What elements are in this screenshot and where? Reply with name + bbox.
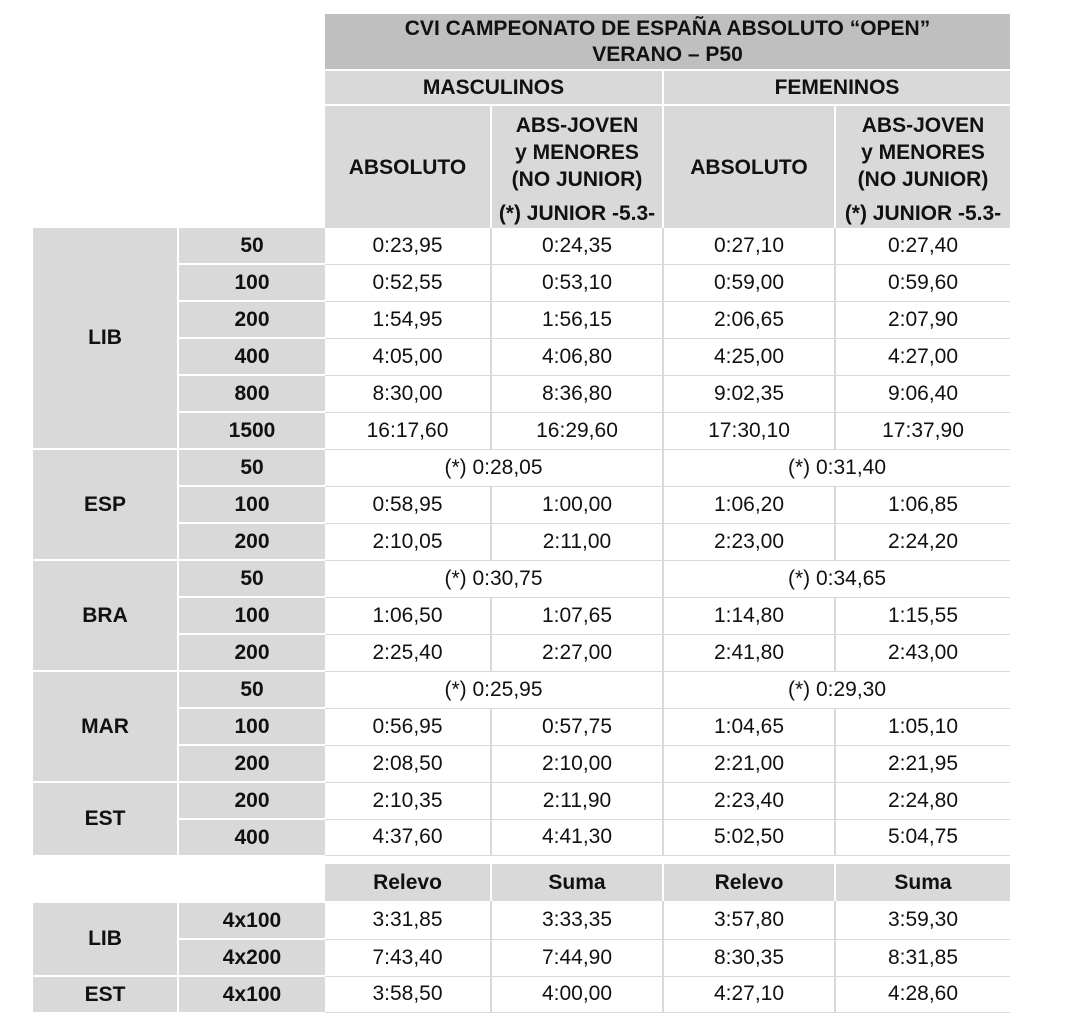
time-cell: 0:57,75 [491, 708, 663, 745]
relay-time-cell: 4:28,60 [835, 976, 1010, 1012]
time-cell: 2:21,00 [663, 745, 835, 782]
time-cell: 4:41,30 [491, 819, 663, 855]
f-joven-line-2: y MENORES [861, 140, 985, 164]
distance-cell: 800 [178, 375, 325, 412]
m-joven-line-1: ABS-JOVEN [515, 113, 639, 137]
header-femeninos: FEMENINOS [663, 70, 1010, 105]
time-cell: 2:21,95 [835, 745, 1010, 782]
time-cell: 0:59,00 [663, 264, 835, 301]
time-cell: 2:24,80 [835, 782, 1010, 819]
header-m-joven [491, 105, 663, 198]
qualifying-times-table [33, 14, 1010, 856]
time-cell: 1:06,20 [663, 486, 835, 523]
m-junior-note: (*) JUNIOR -5.3- [491, 198, 663, 228]
time-cell: 2:10,05 [325, 523, 491, 560]
header-f-absoluto: ABSOLUTO [663, 105, 835, 228]
time-cell: 4:05,00 [325, 338, 491, 375]
time-cell: 2:11,90 [491, 782, 663, 819]
relay-time-cell: 8:30,35 [663, 939, 835, 976]
time-cell: 0:53,10 [491, 264, 663, 301]
time-cell: 1:15,55 [835, 597, 1010, 634]
time-cell: 2:06,65 [663, 301, 835, 338]
time-cell: 5:02,50 [663, 819, 835, 855]
time-cell: 0:58,95 [325, 486, 491, 523]
distance-cell: 50 [178, 449, 325, 486]
time-cell: 1:54,95 [325, 301, 491, 338]
time-cell: 0:23,95 [325, 228, 491, 264]
time-cell: 8:36,80 [491, 375, 663, 412]
distance-cell: 50 [178, 560, 325, 597]
header-f-relevo: Relevo [663, 864, 835, 901]
time-cell: 2:25,40 [325, 634, 491, 671]
distance-cell: 200 [178, 745, 325, 782]
time-cell: 0:59,60 [835, 264, 1010, 301]
relay-distance-cell: 4x100 [178, 976, 325, 1012]
relay-style-est: EST [33, 976, 178, 1012]
style-esp: ESP [33, 449, 178, 560]
header-f-suma: Suma [835, 864, 1010, 901]
header-m-relevo: Relevo [325, 864, 491, 901]
style-lib: LIB [33, 228, 178, 449]
time-cell: 4:25,00 [663, 338, 835, 375]
relay-distance-cell: 4x100 [178, 901, 325, 939]
time-cell: 2:23,40 [663, 782, 835, 819]
time-cell: 2:41,80 [663, 634, 835, 671]
time-cell: 1:04,65 [663, 708, 835, 745]
time-cell: 2:43,00 [835, 634, 1010, 671]
time-cell: 4:27,00 [835, 338, 1010, 375]
f-joven-line-1: ABS-JOVEN [861, 113, 985, 137]
time-cell: 2:23,00 [663, 523, 835, 560]
distance-cell: 100 [178, 486, 325, 523]
time-cell: 2:24,20 [835, 523, 1010, 560]
time-cell: 0:52,55 [325, 264, 491, 301]
distance-cell: 100 [178, 264, 325, 301]
time-cell: 0:27,40 [835, 228, 1010, 264]
time-cell: 1:06,85 [835, 486, 1010, 523]
time-cell-merged: (*) 0:34,65 [663, 560, 1010, 597]
time-cell: 16:17,60 [325, 412, 491, 449]
time-cell-merged: (*) 0:28,05 [325, 449, 663, 486]
header-f-joven [835, 105, 1010, 198]
relay-time-cell: 4:00,00 [491, 976, 663, 1012]
relay-time-cell: 3:57,80 [663, 901, 835, 939]
time-cell: 17:30,10 [663, 412, 835, 449]
relay-time-cell: 3:31,85 [325, 901, 491, 939]
time-cell: 1:00,00 [491, 486, 663, 523]
title-line-2: VERANO – P50 [592, 42, 743, 66]
time-cell: 0:56,95 [325, 708, 491, 745]
time-cell: 1:07,65 [491, 597, 663, 634]
distance-cell: 200 [178, 782, 325, 819]
time-cell: 17:37,90 [835, 412, 1010, 449]
time-cell: 2:11,00 [491, 523, 663, 560]
time-cell: 0:24,35 [491, 228, 663, 264]
relay-time-cell: 3:58,50 [325, 976, 491, 1012]
relay-time-cell: 7:43,40 [325, 939, 491, 976]
style-mar: MAR [33, 671, 178, 782]
time-cell: 0:27,10 [663, 228, 835, 264]
relay-time-cell: 8:31,85 [835, 939, 1010, 976]
distance-cell: 50 [178, 671, 325, 708]
header-masculinos: MASCULINOS [325, 70, 663, 105]
time-cell: 2:27,00 [491, 634, 663, 671]
relay-distance-cell: 4x200 [178, 939, 325, 976]
time-cell: 1:06,50 [325, 597, 491, 634]
time-cell-merged: (*) 0:30,75 [325, 560, 663, 597]
time-cell: 5:04,75 [835, 819, 1010, 855]
relay-style-lib: LIB [33, 901, 178, 976]
time-cell: 1:56,15 [491, 301, 663, 338]
distance-cell: 100 [178, 708, 325, 745]
time-cell-merged: (*) 0:29,30 [663, 671, 1010, 708]
f-junior-note: (*) JUNIOR -5.3- [835, 198, 1010, 228]
time-cell: 4:06,80 [491, 338, 663, 375]
style-bra: BRA [33, 560, 178, 671]
time-cell: 9:02,35 [663, 375, 835, 412]
distance-cell: 1500 [178, 412, 325, 449]
time-cell: 2:07,90 [835, 301, 1010, 338]
distance-cell: 50 [178, 228, 325, 264]
m-joven-line-3: (NO JUNIOR) [511, 167, 643, 191]
time-cell: 2:10,35 [325, 782, 491, 819]
relay-times-table [33, 864, 1010, 1013]
relay-time-cell: 3:33,35 [491, 901, 663, 939]
distance-cell: 100 [178, 597, 325, 634]
time-cell-merged: (*) 0:31,40 [663, 449, 1010, 486]
distance-cell: 200 [178, 301, 325, 338]
relay-corner-blank [33, 864, 325, 901]
m-joven-line-2: y MENORES [515, 140, 639, 164]
f-joven-line-3: (NO JUNIOR) [857, 167, 989, 191]
relay-time-cell: 7:44,90 [491, 939, 663, 976]
championship-title [325, 14, 1010, 70]
distance-cell: 400 [178, 338, 325, 375]
header-m-absoluto: ABSOLUTO [325, 105, 491, 228]
distance-cell: 200 [178, 634, 325, 671]
title-line-1: CVI CAMPEONATO DE ESPAÑA ABSOLUTO “OPEN” [404, 16, 931, 40]
time-cell: 1:14,80 [663, 597, 835, 634]
distance-cell: 400 [178, 819, 325, 855]
header-m-suma: Suma [491, 864, 663, 901]
time-cell: 4:37,60 [325, 819, 491, 855]
style-est: EST [33, 782, 178, 855]
distance-cell: 200 [178, 523, 325, 560]
corner-blank [33, 14, 325, 228]
time-cell: 16:29,60 [491, 412, 663, 449]
time-cell: 2:08,50 [325, 745, 491, 782]
time-cell: 8:30,00 [325, 375, 491, 412]
time-cell: 9:06,40 [835, 375, 1010, 412]
time-cell-merged: (*) 0:25,95 [325, 671, 663, 708]
time-cell: 1:05,10 [835, 708, 1010, 745]
relay-time-cell: 4:27,10 [663, 976, 835, 1012]
time-cell: 2:10,00 [491, 745, 663, 782]
relay-time-cell: 3:59,30 [835, 901, 1010, 939]
